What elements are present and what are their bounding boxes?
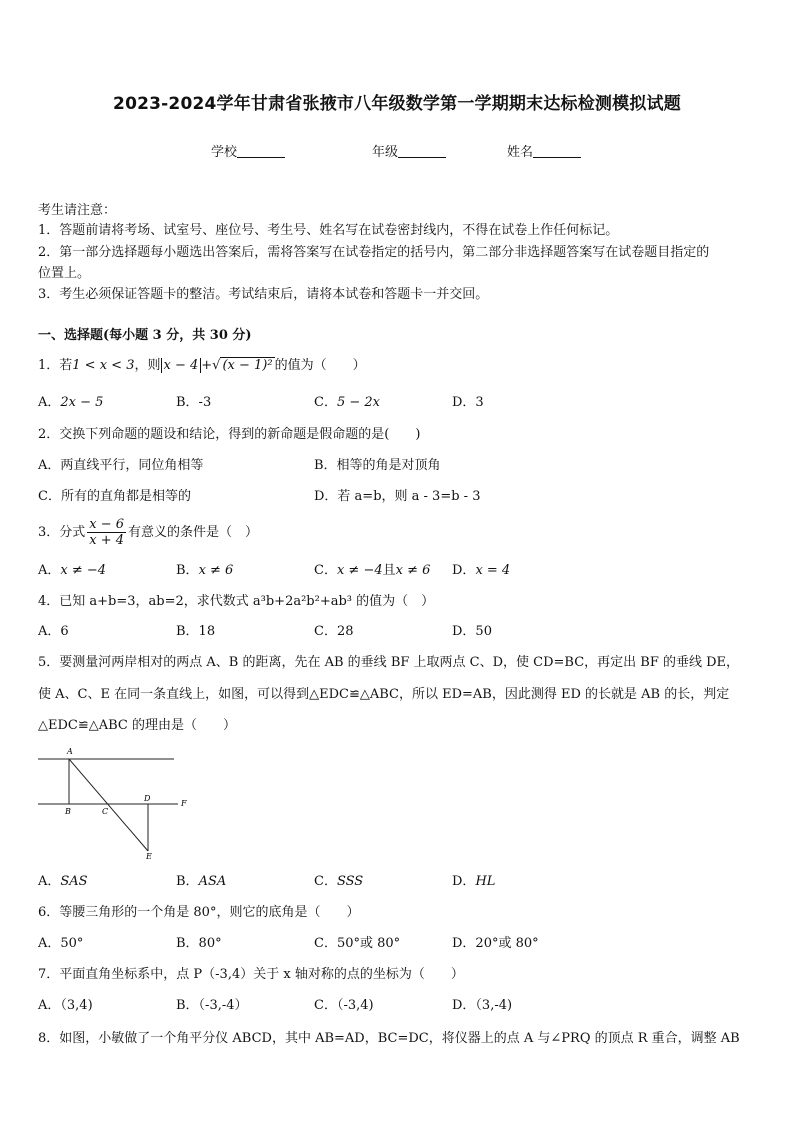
q1-condition: 1 < x < 3 <box>72 358 135 373</box>
name-label: 姓名 <box>507 145 534 160</box>
q3-option-d[interactable]: D．x = 4 <box>452 563 511 578</box>
q3-denominator: x + 4 <box>89 533 125 548</box>
q5-option-c[interactable]: C．SSS <box>314 874 364 889</box>
q4-option-c[interactable]: C．28 <box>314 624 354 639</box>
q3-option-a[interactable]: A．x ≠ −4 <box>38 563 107 578</box>
q5-option-a[interactable]: A．SAS <box>38 874 88 889</box>
q6-option-d[interactable]: D．20°或 80° <box>452 936 539 951</box>
school-field <box>211 141 285 160</box>
question-4: 4．已知 a+b=3，ab=2，求代数式 a³b+2a²b²+ab³ 的值为（ ） <box>38 594 435 609</box>
notice-item-3: 3．考生必须保证答题卡的整洁。考试结束后，请将本试卷和答题卡一并交回。 <box>38 287 489 302</box>
grade-label: 年级 <box>372 145 399 160</box>
question-5-line-2: 使 A、C、E 在同一条直线上，如图，可以得到△EDC≌△ABC，所以 ED=AB，因此测得 ED 的长就是 AB 的长，判定 <box>38 687 730 702</box>
name-field <box>507 141 581 160</box>
section-heading: 一、选择题(每小题 3 分，共 30 分) <box>38 328 252 343</box>
grade-blank[interactable] <box>398 145 446 158</box>
label-e: E <box>146 852 152 861</box>
name-blank[interactable] <box>533 145 581 158</box>
question-1 <box>38 357 366 375</box>
q1-sqrt: √ (x − 1)² <box>212 358 273 373</box>
question-8: 8．如图，小敏做了一个角平分仪 ABCD，其中 AB=AD，BC=DC，将仪器上的点 A 与∠PRQ 的顶点 R 重合，调整 AB <box>38 1031 740 1046</box>
q5-option-b[interactable]: B．ASA <box>176 874 227 889</box>
q2-option-b[interactable]: B．相等的角是对顶角 <box>314 458 441 473</box>
q4-option-a[interactable]: A．6 <box>38 624 69 639</box>
question-7: 7．平面直角坐标系中，点 P（-3,4）关于 x 轴对称的点的坐标为（ ） <box>38 967 464 982</box>
ae-line <box>69 759 148 851</box>
notice-heading: 考生请注意： <box>38 203 117 218</box>
q2-option-d[interactable]: D．若 a=b，则 a - 3=b - 3 <box>314 489 481 504</box>
q7-option-b[interactable]: B．（-3,-4） <box>176 998 248 1013</box>
q5-option-d[interactable]: D．HL <box>452 874 496 889</box>
question-2: 2．交换下列命题的题设和结论，得到的新命题是假命题的是( ) <box>38 427 421 442</box>
q2-option-a[interactable]: A．两直线平行，同位角相等 <box>38 458 204 473</box>
q1-radicand: (x − 1)² <box>222 358 273 373</box>
q3-post: 有意义的条件是（ ） <box>128 525 259 540</box>
q5-figure <box>36 745 196 865</box>
q1-mid: ，则 <box>134 358 161 373</box>
notice-item-2-cont: 位置上。 <box>38 266 91 281</box>
q3-pre: 3．分式 <box>38 525 86 540</box>
q1-option-c[interactable]: C．5 − 2x <box>314 395 380 410</box>
label-b: B <box>65 807 71 816</box>
question-6: 6．等腰三角形的一个角是 80°，则它的底角是（ ） <box>38 905 360 920</box>
label-f: F <box>181 799 187 808</box>
school-label: 学校 <box>211 145 238 160</box>
q1-pre: 1．若 <box>38 358 73 373</box>
label-d: D <box>144 794 151 803</box>
q4-option-b[interactable]: B．18 <box>176 624 216 639</box>
q4-option-d[interactable]: D．50 <box>452 624 492 639</box>
q3-option-b[interactable]: B．x ≠ 6 <box>176 563 234 578</box>
q3-numerator: x − 6 <box>89 517 125 532</box>
q1-plus: + <box>201 358 213 373</box>
q7-option-d[interactable]: D．（3,-4) <box>452 998 513 1013</box>
notice-item-1: 1．答题前请将考场、试室号、座位号、考生号、姓名写在试卷密封线内，不得在试卷上作任何标记。 <box>38 223 619 238</box>
label-a: A <box>67 747 73 756</box>
q1-option-a[interactable]: A．2x − 5 <box>38 395 104 410</box>
question-3 <box>38 516 258 550</box>
question-5-line-3: △EDC≌△ABC 的理由是（ ） <box>38 718 237 733</box>
q6-option-c[interactable]: C．50°或 80° <box>314 936 401 951</box>
question-5-line-1: 5．要测量河两岸相对的两点 A、B 的距离，先在 AB 的垂线 BF 上取两点 C、D，使 CD=BC，再定出 BF 的垂线 DE， <box>38 655 740 670</box>
school-blank[interactable] <box>237 145 285 158</box>
q3-fraction <box>87 517 126 548</box>
grade-field <box>372 141 446 160</box>
q1-option-b[interactable]: B．-3 <box>176 395 212 410</box>
q1-option-d[interactable]: D．3 <box>452 395 484 410</box>
label-c: C <box>102 807 109 816</box>
q3-option-c[interactable]: C．x ≠ −4且x ≠ 6 <box>314 563 431 578</box>
q6-option-a[interactable]: A．50° <box>38 936 84 951</box>
q7-option-a[interactable]: A．（3,4) <box>38 998 93 1013</box>
q1-post: 的值为（ ） <box>274 358 366 373</box>
q2-option-c[interactable]: C．所有的直角都是相等的 <box>38 489 191 504</box>
q6-option-b[interactable]: B．80° <box>176 936 222 951</box>
page-title: 2023-2024学年甘肃省张掖市八年级数学第一学期期末达标检测模拟试题 <box>113 94 681 114</box>
q7-option-c[interactable]: C．（-3,4) <box>314 998 374 1013</box>
notice-item-2: 2．第一部分选择题每小题选出答案后，需将答案写在试卷指定的括号内，第二部分非选择题答案写在试卷题目指定的 <box>38 245 710 260</box>
q1-abs: x − 4 <box>161 358 202 373</box>
